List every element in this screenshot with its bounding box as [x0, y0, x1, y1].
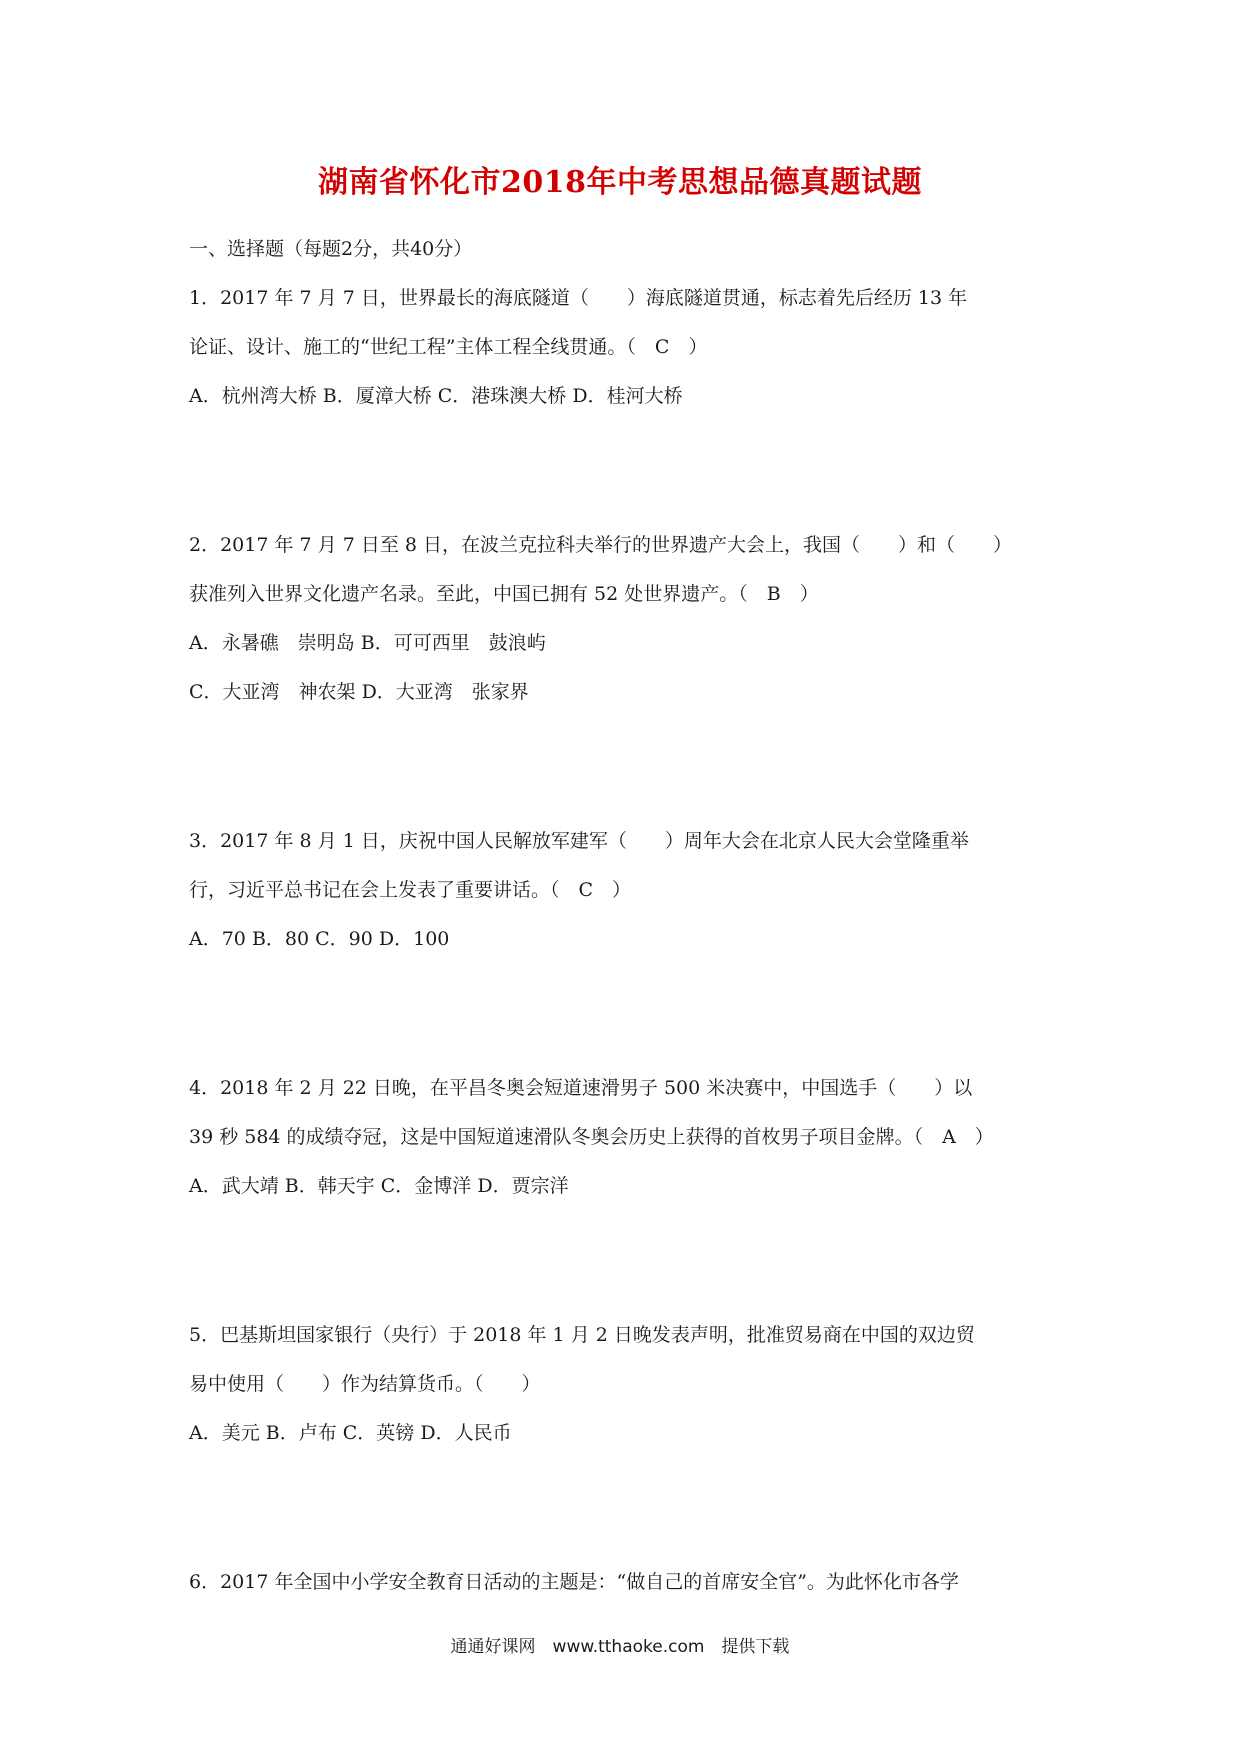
section-header: 一、选择题（每题2分，共40分）: [189, 238, 473, 260]
question-options: A．70 B．80 C．90 D．100: [189, 928, 450, 950]
question-line: 论证、设计、施工的“世纪工程”主体工程全线贯通。（ C ）: [189, 336, 708, 358]
question-5: [189, 1311, 1059, 1458]
question-options: A．美元 B．卢布 C．英镑 D．人民币: [189, 1422, 512, 1444]
question-line: 1．2017 年 7 月 7 日，世界最长的海底隧道（ ）海底隧道贯通，标志着先后经历 13 年: [189, 287, 968, 309]
question-line: 39 秒 584 的成绩夺冠，这是中国短道速滑队冬奥会历史上获得的首枚男子项目金牌。（ A ）: [189, 1126, 994, 1148]
question-line: 易中使用（ ）作为结算货币。（ ）: [189, 1373, 541, 1395]
exam-content: [189, 225, 1059, 1707]
question-line: 获准列入世界文化遗产名录。至此，中国已拥有 52 处世界遗产。（ B ）: [189, 583, 819, 605]
question-line: 3．2017 年 8 月 1 日，庆祝中国人民解放军建军（ ）周年大会在北京人民大会堂隆重举: [189, 830, 969, 852]
question-options: C．大亚湾 神农架 D．大亚湾 张家界: [189, 681, 529, 703]
question-options: A．杭州湾大桥 B．厦漳大桥 C．港珠澳大桥 D．桂河大桥: [189, 385, 683, 407]
question-line: 行，习近平总书记在会上发表了重要讲话。（ C ）: [189, 879, 632, 901]
page-footer: 通通好课网 www.tthaoke.com 提供下载: [450, 1637, 790, 1657]
question-2: [189, 521, 1059, 717]
question-options: A．永暑礁 崇明岛 B．可可西里 鼓浪屿: [189, 632, 546, 654]
question-1: [189, 274, 1059, 421]
question-3: [189, 817, 1059, 964]
question-options: A．武大靖 B．韩天宇 C．金博洋 D．贾宗洋: [189, 1175, 569, 1197]
question-line: 6．2017 年全国中小学安全教育日活动的主题是：“做自己的首席安全官”。为此怀化市各学: [189, 1571, 959, 1593]
page-title: 湖南省怀化市2018年中考思想品德真题试题: [318, 165, 922, 200]
question-6: [189, 1558, 1059, 1607]
question-line: 4．2018 年 2 月 22 日晚，在平昌冬奥会短道速滑男子 500 米决赛中，中国选手（ ）以: [189, 1077, 973, 1099]
question-line: 5．巴基斯坦国家银行（央行）于 2018 年 1 月 2 日晚发表声明，批准贸易商在中国的双边贸: [189, 1324, 975, 1346]
question-line: 2．2017 年 7 月 7 日至 8 日，在波兰克拉科夫举行的世界遗产大会上，我国（ ）和（ ）: [189, 534, 1012, 556]
question-4: [189, 1064, 1059, 1211]
